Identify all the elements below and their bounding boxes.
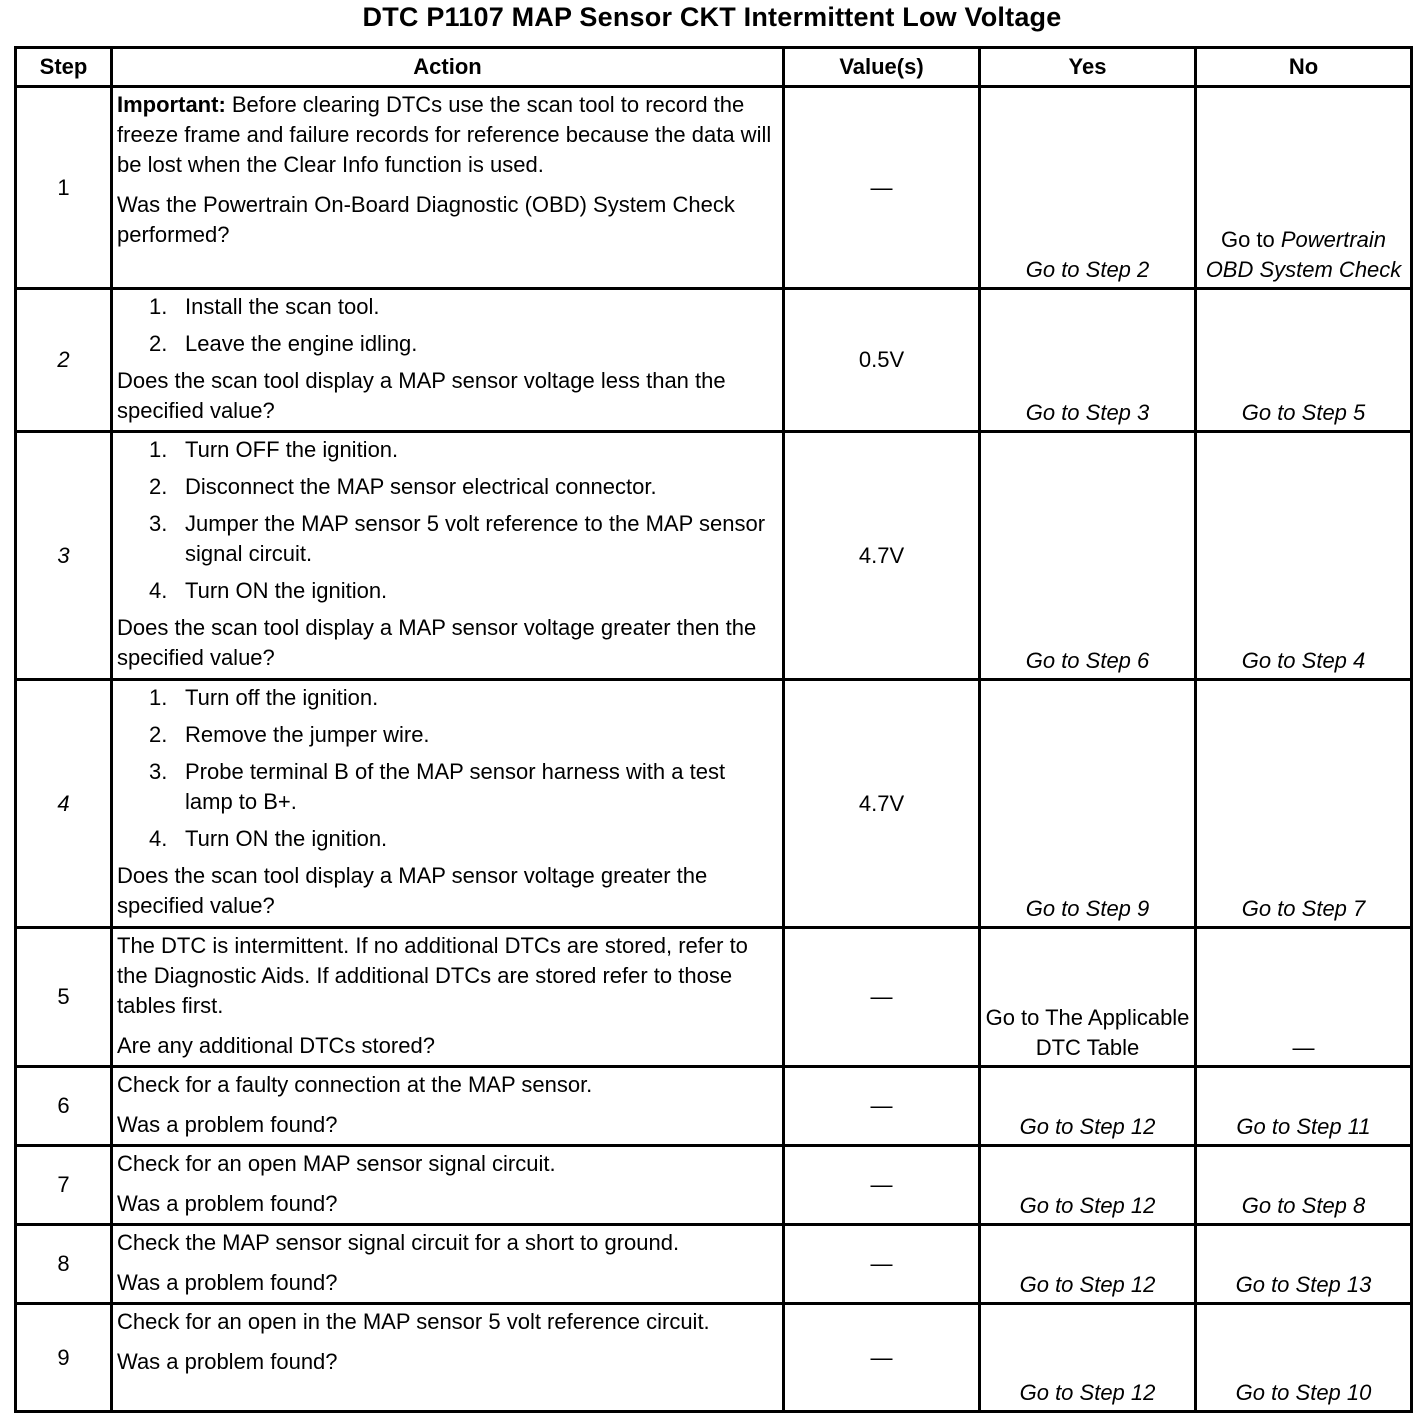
action-steps xyxy=(117,292,774,359)
action-question: Was the Powertrain On-Board Diagnostic (OBD) System Check performed? xyxy=(117,192,735,247)
action-text: Check the MAP sensor signal circuit for a short to ground. xyxy=(117,1230,680,1255)
table-row xyxy=(16,928,1412,1067)
header-action: Action xyxy=(112,48,784,87)
no-cell: Go to Step 10 xyxy=(1196,1304,1412,1412)
list-item: 1. Turn off the ignition. xyxy=(149,685,379,710)
list-item: 4. Turn ON the ignition. xyxy=(149,826,388,851)
yes-cell: Go to Step 9 xyxy=(980,680,1196,928)
action-cell xyxy=(112,928,784,1067)
important-text: Before clearing DTCs use the scan tool to record the freeze frame and failure records for reference because the data will be lost when the Clear Info function is used. xyxy=(117,92,772,177)
no-cell: Go to Step 5 xyxy=(1196,289,1412,432)
value-cell: — xyxy=(784,87,980,289)
action-cell xyxy=(112,1304,784,1412)
header-values: Value(s) xyxy=(784,48,980,87)
action-question: Are any additional DTCs stored? xyxy=(117,1033,435,1058)
value-cell: — xyxy=(784,1304,980,1412)
important-label: Important: xyxy=(117,92,226,117)
action-question: Does the scan tool display a MAP sensor voltage less than the specified value? xyxy=(117,368,726,423)
action-question: Was a problem found? xyxy=(117,1270,338,1295)
yes-cell: Go to The Applicable DTC Table xyxy=(980,928,1196,1067)
list-item: 2. Disconnect the MAP sensor electrical connector. xyxy=(149,474,657,499)
important-note xyxy=(117,90,774,180)
value-cell: 4.7V xyxy=(784,680,980,928)
yes-cell: Go to Step 2 xyxy=(980,87,1196,289)
action-text: Check for an open MAP sensor signal circuit. xyxy=(117,1151,556,1176)
step-number: 8 xyxy=(16,1225,112,1304)
table-row xyxy=(16,1304,1412,1412)
header-step: Step xyxy=(16,48,112,87)
step-number: 5 xyxy=(16,928,112,1067)
action-steps xyxy=(117,683,774,854)
yes-cell: Go to Step 12 xyxy=(980,1225,1196,1304)
value-cell: — xyxy=(784,1146,980,1225)
action-question: Was a problem found? xyxy=(117,1112,338,1137)
yes-cell: Go to Step 12 xyxy=(980,1067,1196,1146)
action-cell xyxy=(112,289,784,432)
step-number: 7 xyxy=(16,1146,112,1225)
no-cell: Go to Step 11 xyxy=(1196,1067,1412,1146)
action-cell xyxy=(112,680,784,928)
action-question: Was a problem found? xyxy=(117,1349,338,1374)
header-no: No xyxy=(1196,48,1412,87)
action-steps xyxy=(117,435,774,606)
no-cell: Go to Step 13 xyxy=(1196,1225,1412,1304)
no-prefix: Go to xyxy=(1220,227,1281,252)
table-row xyxy=(16,1146,1412,1225)
action-cell xyxy=(112,1067,784,1146)
header-yes: Yes xyxy=(980,48,1196,87)
yes-cell: Go to Step 6 xyxy=(980,432,1196,680)
step-number: 6 xyxy=(16,1067,112,1146)
no-cell xyxy=(1196,87,1412,289)
table-row xyxy=(16,289,1412,432)
no-cell: Go to Step 8 xyxy=(1196,1146,1412,1225)
action-text: Check for a faulty connection at the MAP sensor. xyxy=(117,1072,593,1097)
action-question: Does the scan tool display a MAP sensor voltage greater the specified value? xyxy=(117,863,708,918)
table-row xyxy=(16,1225,1412,1304)
no-cell: Go to Step 4 xyxy=(1196,432,1412,680)
action-text: The DTC is intermittent. If no additional DTCs are stored, refer to the Diagnostic Aids. If additional DTCs are stored refer to those tables first. xyxy=(117,933,748,1018)
no-cell: — xyxy=(1196,928,1412,1067)
value-cell: — xyxy=(784,1067,980,1146)
header-row xyxy=(16,48,1412,87)
step-number: 9 xyxy=(16,1304,112,1412)
list-item: 2. Leave the engine idling. xyxy=(149,331,418,356)
yes-cell: Go to Step 12 xyxy=(980,1146,1196,1225)
table-row xyxy=(16,87,1412,289)
list-item: 4. Turn ON the ignition. xyxy=(149,578,388,603)
action-question: Was a problem found? xyxy=(117,1191,338,1216)
step-number: 4 xyxy=(16,680,112,928)
value-cell: 0.5V xyxy=(784,289,980,432)
step-number: 1 xyxy=(16,87,112,289)
action-cell xyxy=(112,1146,784,1225)
value-cell: — xyxy=(784,928,980,1067)
page-title: DTC P1107 MAP Sensor CKT Intermittent Low Voltage xyxy=(362,2,1062,32)
value-cell: 4.7V xyxy=(784,432,980,680)
no-reference: Powertrain OBD System Check xyxy=(1205,227,1402,282)
no-cell: Go to Step 7 xyxy=(1196,680,1412,928)
step-number: 3 xyxy=(16,432,112,680)
list-item: 1. Turn OFF the ignition. xyxy=(149,437,399,462)
list-item: 1. Install the scan tool. xyxy=(149,294,380,319)
action-question: Does the scan tool display a MAP sensor voltage greater then the specified value? xyxy=(117,615,757,670)
action-cell xyxy=(112,432,784,680)
action-text: Check for an open in the MAP sensor 5 volt reference circuit. xyxy=(117,1309,710,1334)
yes-cell: Go to Step 3 xyxy=(980,289,1196,432)
table-row xyxy=(16,680,1412,928)
yes-cell: Go to Step 12 xyxy=(980,1304,1196,1412)
list-item: 3. Probe terminal B of the MAP sensor harness with a test lamp to B+. xyxy=(149,759,726,814)
action-cell xyxy=(112,87,784,289)
value-cell: — xyxy=(784,1225,980,1304)
list-item: 3. Jumper the MAP sensor 5 volt reference to the MAP sensor signal circuit. xyxy=(149,511,766,566)
table-row xyxy=(16,432,1412,680)
table-row xyxy=(16,1067,1412,1146)
step-number: 2 xyxy=(16,289,112,432)
list-item: 2. Remove the jumper wire. xyxy=(149,722,430,747)
diagnostic-table xyxy=(14,46,1413,1413)
action-cell xyxy=(112,1225,784,1304)
